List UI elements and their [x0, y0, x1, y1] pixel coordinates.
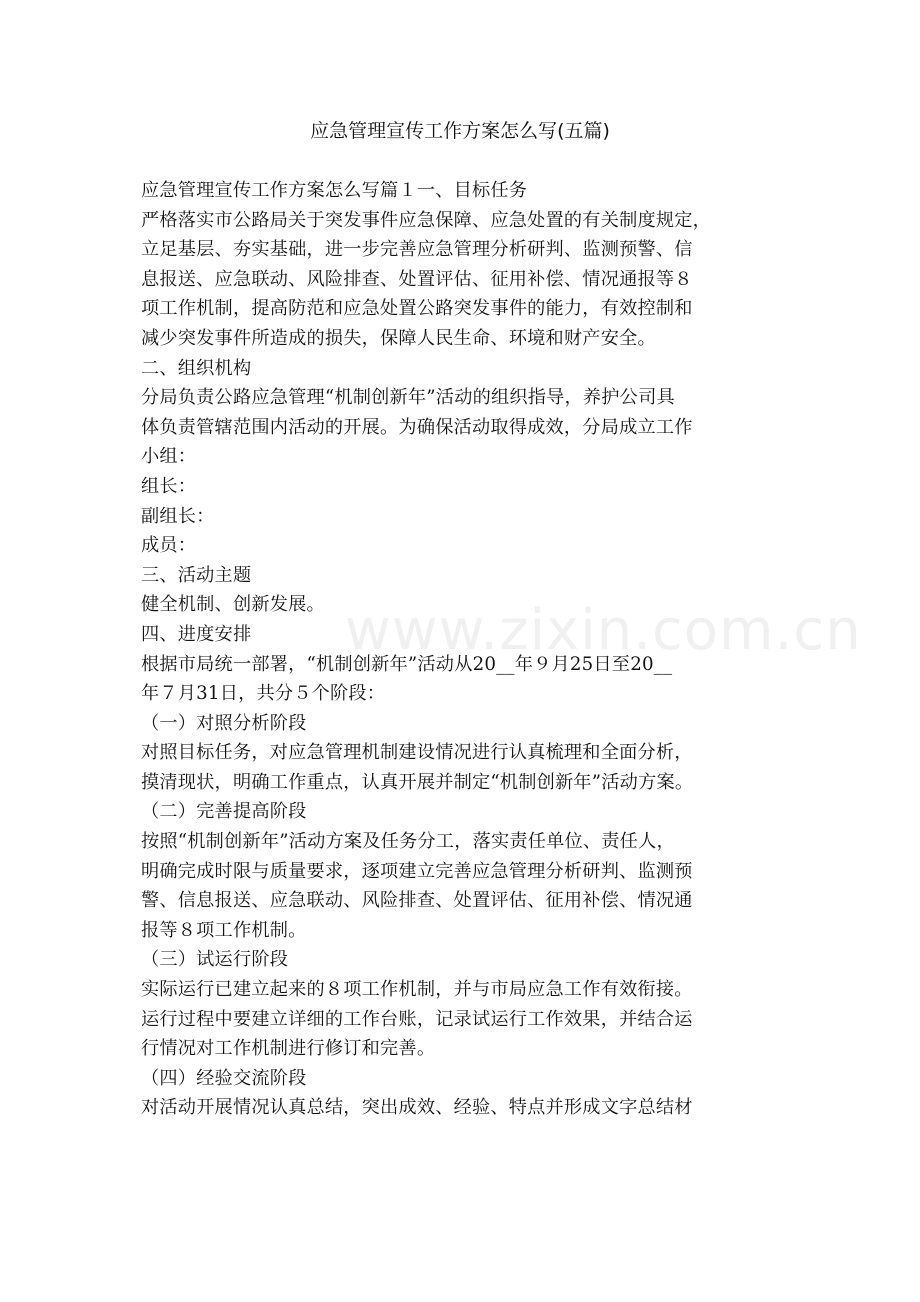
text-line: 组长： [141, 475, 197, 497]
text-line: 三、活动主题 [141, 564, 252, 586]
text-line: 明确完成时限与质量要求，逐项建立完善应急管理分析研判、监测预 [141, 860, 693, 882]
text-line: 年７月31日，共分５个阶段： [141, 683, 386, 705]
text-line: 应急管理宣传工作方案怎么写篇１一、目标任务 [141, 180, 528, 201]
text-line: （二）完善提高阶段 [141, 801, 307, 823]
text-line: 息报送、应急联动、风险排查、处置评估、征用补偿、情况通报等８ [141, 268, 693, 290]
text-line: 行情况对工作机制进行修订和完善。 [141, 1038, 436, 1060]
text-line: 副组长： [141, 505, 215, 527]
document-body [141, 176, 791, 1123]
text-line: 立足基层、夯实基础，进一步完善应急管理分析研判、监测预警、信 [141, 239, 693, 261]
text-line: 成员： [141, 535, 197, 557]
text-line: 实际运行已建立起来的８项工作机制，并与市局应急工作有效衔接。 [141, 979, 693, 1001]
text-line: 运行过程中要建立详细的工作台账，记录试运行工作效果，并结合运 [141, 1008, 693, 1030]
text-line: 小组： [141, 446, 197, 468]
document-title: 应急管理宣传工作方案怎么写(五篇) [310, 120, 610, 142]
text-line: 警、信息报送、应急联动、风险排查、处置评估、征用补偿、情况通 [141, 890, 693, 912]
text-line: 四、进度安排 [141, 623, 252, 645]
text-line: 严格落实市公路局关于突发事件应急保障、应急处置的有关制度规定， [141, 209, 712, 231]
text-line: 摸清现状，明确工作重点，认真开展并制定“机制创新年”活动方案。 [141, 771, 694, 793]
watermark: www.zixin.com.cn [345, 598, 862, 663]
text-line: 按照“机制创新年”活动方案及任务分工，落实责任单位、责任人， [141, 831, 675, 853]
text-line: 分局负责公路应急管理“机制创新年”活动的组织指导，养护公司具 [141, 387, 675, 409]
text-line: 根据市局统一部署，“机制创新年”活动从20__年９月25日至20__ [141, 653, 673, 675]
text-line: 报等８项工作机制。 [141, 919, 307, 941]
text-line: 二、组织机构 [141, 357, 252, 379]
text-line: 健全机制、创新发展。 [141, 594, 325, 616]
text-line: （三）试运行阶段 [141, 949, 289, 971]
text-line: （四）经验交流阶段 [141, 1067, 307, 1089]
text-line: 体负责管辖范围内活动的开展。为确保活动取得成效，分局成立工作 [141, 416, 693, 438]
text-line: 减少突发事件所造成的损失，保障人民生命、环境和财产安全。 [141, 327, 656, 349]
text-line: 对活动开展情况认真总结，突出成效、经验、特点并形成文字总结材 [141, 1097, 693, 1119]
text-line: 项工作机制，提高防范和应急处置公路突发事件的能力，有效控制和 [141, 298, 693, 320]
text-line: 对照目标任务，对应急管理机制建设情况进行认真梳理和全面分析， [141, 742, 693, 764]
text-line: （一）对照分析阶段 [141, 712, 307, 734]
